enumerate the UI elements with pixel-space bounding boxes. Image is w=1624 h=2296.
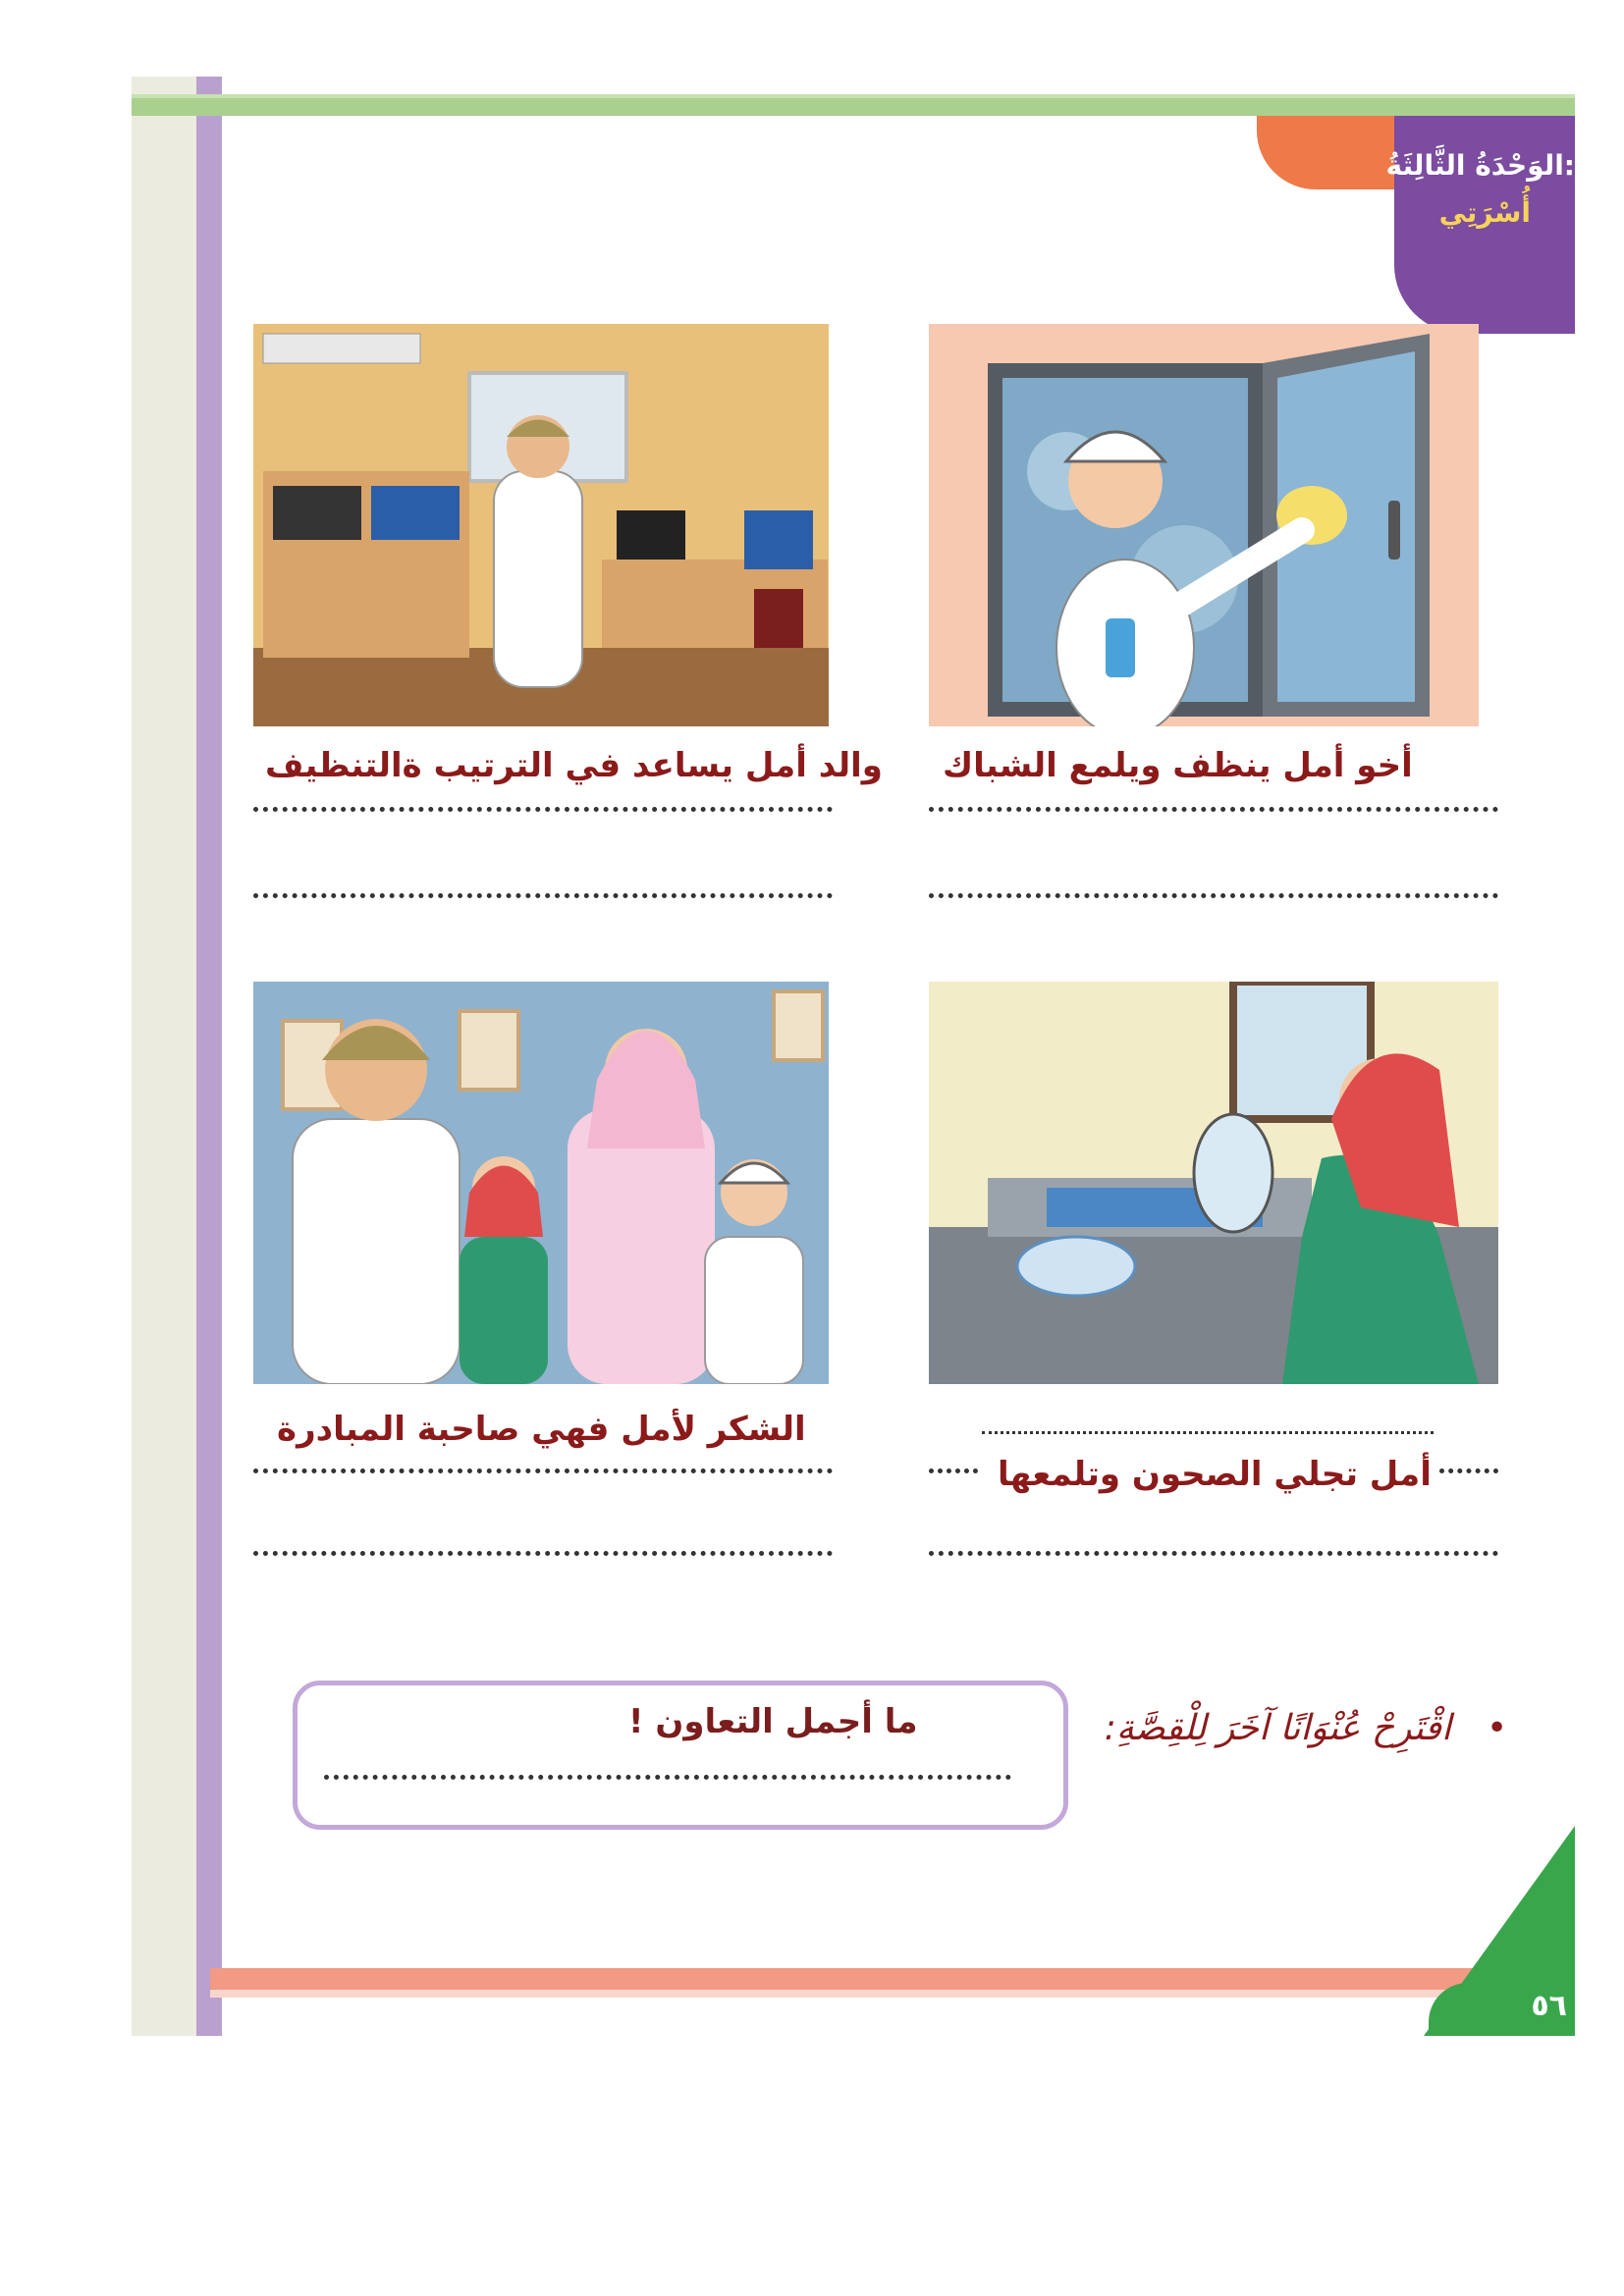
answer-line-2b bbox=[253, 893, 833, 898]
answer-line-2a bbox=[253, 807, 833, 812]
illustration-girl-washing-dishes bbox=[929, 982, 1498, 1384]
unit-title: الوَحْدَةُ الثَّالِثَةُ: bbox=[1385, 149, 1575, 182]
suggested-title-answer: ما أجمل التعاون ! bbox=[628, 1702, 918, 1741]
answer-line-3-right bbox=[1439, 1468, 1498, 1473]
illustration-boy-cleaning-window bbox=[929, 324, 1479, 726]
answer-line-1b bbox=[929, 893, 1498, 898]
question-bullet: • bbox=[1487, 1708, 1508, 1748]
answer-line-3-left bbox=[929, 1468, 978, 1473]
left-purple-rule bbox=[196, 77, 222, 2036]
answer-line-3b bbox=[929, 1551, 1498, 1556]
question-prompt: اقْتَرِحْ عُنْوَانًا آخَرَ لِلْقِصَّةِ: bbox=[1104, 1708, 1451, 1748]
unit-subtitle: أُسْرَتِي bbox=[1438, 196, 1531, 229]
office-scene-icon bbox=[253, 324, 829, 726]
bottom-bar bbox=[210, 1968, 1575, 1990]
title-answer-line[interactable] bbox=[324, 1775, 1011, 1780]
caption-2: والد أمل يساعد في الترتيب ةالتنظيف bbox=[265, 746, 883, 785]
caption-3: أمل تجلي الصحون وتلمعها bbox=[998, 1455, 1432, 1494]
bottom-bar-light bbox=[210, 1990, 1575, 1998]
family-scene-icon bbox=[253, 982, 829, 1384]
answer-line-4b bbox=[253, 1551, 833, 1556]
illustration-father-tidying-office bbox=[253, 324, 829, 726]
answer-line-3-top bbox=[982, 1431, 1434, 1434]
caption-4: الشكر لأمل فهي صاحبة المبادرة bbox=[277, 1410, 806, 1449]
page-number: ٥٦ bbox=[1531, 1989, 1567, 2023]
caption-1: أخو أمل ينظف ويلمع الشباك bbox=[943, 746, 1413, 785]
window-scene-icon bbox=[929, 324, 1479, 726]
answer-line-4a bbox=[253, 1468, 833, 1473]
illustration-family-thanking-amal bbox=[253, 982, 829, 1384]
kitchen-scene-icon bbox=[929, 982, 1498, 1384]
answer-line-1a bbox=[929, 807, 1498, 812]
top-green-bar bbox=[132, 98, 1575, 116]
